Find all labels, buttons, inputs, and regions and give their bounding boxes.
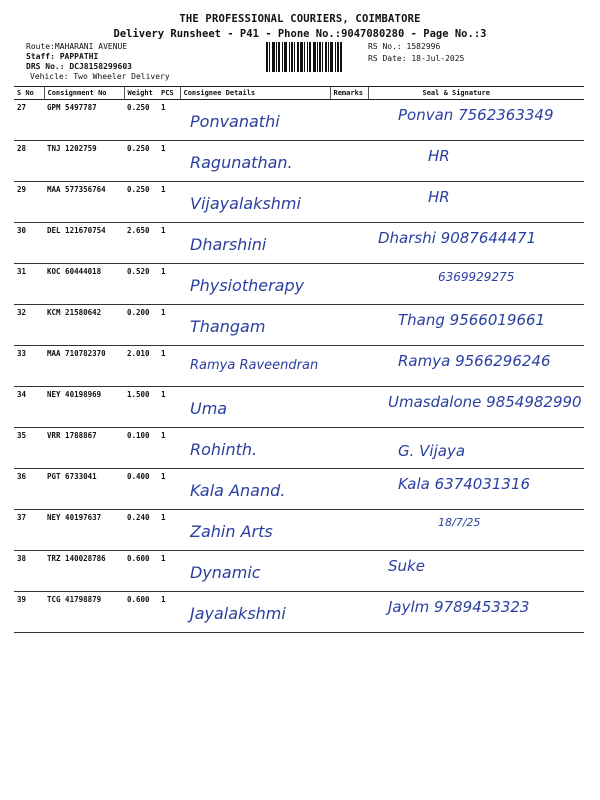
row-weight: 2.010 (124, 346, 158, 387)
row-consignment: MAA 710782370 (44, 346, 124, 387)
row-consignee: Ramya Raveendran (180, 346, 330, 387)
rs-date: RS Date: 18-Jul-2025 (368, 54, 465, 63)
col-pcs: PCS (158, 87, 180, 100)
row-remarks (330, 305, 368, 346)
row-signature: Ramya 9566296246 (368, 346, 584, 387)
col-consignee: Consignee Details (180, 87, 330, 100)
row-signature: Ponvan 7562363349 (368, 100, 584, 141)
col-remarks: Remarks (330, 87, 368, 100)
row-consignee: Uma (180, 387, 330, 428)
row-consignee: Ragunathan. (180, 141, 330, 182)
runsheet-table (14, 86, 584, 633)
row-pcs: 1 (158, 346, 180, 387)
row-weight: 0.400 (124, 469, 158, 510)
row-signature: 18/7/25 (368, 510, 584, 551)
row-weight: 0.250 (124, 182, 158, 223)
row-consignment: KCM 21580642 (44, 305, 124, 346)
barcode (266, 42, 362, 72)
row-pcs: 1 (158, 264, 180, 305)
table-row (14, 551, 584, 592)
row-weight: 0.520 (124, 264, 158, 305)
row-consignment: GPM 5497787 (44, 100, 124, 141)
row-weight: 0.200 (124, 305, 158, 346)
table-row (14, 428, 584, 469)
vehicle-line: Vehicle: Two Wheeler Delivery (30, 72, 170, 81)
row-remarks (330, 551, 368, 592)
row-weight: 1.500 (124, 387, 158, 428)
row-pcs: 1 (158, 305, 180, 346)
col-seal: Seal & Signature (368, 87, 584, 100)
table-row (14, 182, 584, 223)
row-signature: Suke (368, 551, 584, 592)
row-remarks (330, 387, 368, 428)
row-signature: 6369929275 (368, 264, 584, 305)
row-remarks (330, 428, 368, 469)
row-sno: 34 (14, 387, 44, 428)
row-sno: 27 (14, 100, 44, 141)
row-consignment: DEL 121670754 (44, 223, 124, 264)
row-consignment: TCG 41798879 (44, 592, 124, 633)
row-weight: 0.250 (124, 100, 158, 141)
row-sno: 28 (14, 141, 44, 182)
row-pcs: 1 (158, 141, 180, 182)
row-sno: 29 (14, 182, 44, 223)
row-sno: 39 (14, 592, 44, 633)
row-weight: 0.250 (124, 141, 158, 182)
table-row (14, 592, 584, 633)
row-pcs: 1 (158, 551, 180, 592)
drs-line: DRS No.: DCJ8158299603 (26, 62, 132, 71)
row-weight: 0.100 (124, 428, 158, 469)
row-pcs: 1 (158, 100, 180, 141)
col-sno: S No (14, 87, 44, 100)
row-signature: Jaylm 9789453323 (368, 592, 584, 633)
row-sno: 33 (14, 346, 44, 387)
table-row (14, 510, 584, 551)
row-signature: HR (368, 141, 584, 182)
row-weight: 0.600 (124, 551, 158, 592)
row-remarks (330, 346, 368, 387)
row-remarks (330, 592, 368, 633)
row-signature: Umasdalone 9854982990 (368, 387, 584, 428)
table-row (14, 223, 584, 264)
row-signature: Dharshi 9087644471 (368, 223, 584, 264)
row-pcs: 1 (158, 510, 180, 551)
row-pcs: 1 (158, 428, 180, 469)
row-sno: 37 (14, 510, 44, 551)
row-sno: 32 (14, 305, 44, 346)
row-remarks (330, 182, 368, 223)
row-consignee: Dynamic (180, 551, 330, 592)
row-pcs: 1 (158, 592, 180, 633)
row-remarks (330, 223, 368, 264)
table-row (14, 469, 584, 510)
row-signature: G. Vijaya (368, 428, 584, 469)
row-sno: 35 (14, 428, 44, 469)
row-consignment: NEY 40198969 (44, 387, 124, 428)
row-weight: 0.600 (124, 592, 158, 633)
table-row (14, 264, 584, 305)
route-line: Route:MAHARANI AVENUE (26, 42, 128, 51)
row-remarks (330, 264, 368, 305)
row-sno: 36 (14, 469, 44, 510)
row-consignment: NEY 40197637 (44, 510, 124, 551)
table-row (14, 100, 584, 141)
row-consignee: Zahin Arts (180, 510, 330, 551)
table-row (14, 387, 584, 428)
runsheet-title: Delivery Runsheet - P41 - Phone No.:9047080280 - Page No.:3 (113, 28, 487, 40)
row-pcs: 1 (158, 182, 180, 223)
rs-number: RS No.: 1582996 (368, 42, 441, 51)
row-sno: 38 (14, 551, 44, 592)
row-remarks (330, 141, 368, 182)
row-consignment: PGT 6733041 (44, 469, 124, 510)
row-consignee: Rohinth. (180, 428, 330, 469)
row-remarks (330, 469, 368, 510)
row-consignment: TRZ 140028786 (44, 551, 124, 592)
table-row (14, 305, 584, 346)
row-pcs: 1 (158, 469, 180, 510)
row-consignee: Thangam (180, 305, 330, 346)
row-consignment: VRR 1788867 (44, 428, 124, 469)
col-weight: Weight (124, 87, 158, 100)
row-consignee: Jayalakshmi (180, 592, 330, 633)
row-signature: HR (368, 182, 584, 223)
table-row (14, 141, 584, 182)
row-consignee: Kala Anand. (180, 469, 330, 510)
row-sno: 31 (14, 264, 44, 305)
row-remarks (330, 510, 368, 551)
row-sno: 30 (14, 223, 44, 264)
staff-line: Staff: PAPPATHI (26, 52, 99, 61)
company-title: THE PROFESSIONAL COURIERS, COIMBATORE (179, 13, 421, 25)
row-remarks (330, 100, 368, 141)
row-consignment: TNJ 1202759 (44, 141, 124, 182)
col-consignment: Consignment No (44, 87, 124, 100)
row-weight: 0.240 (124, 510, 158, 551)
row-pcs: 1 (158, 387, 180, 428)
row-consignee: Physiotherapy (180, 264, 330, 305)
row-consignment: MAA 577356764 (44, 182, 124, 223)
table-row (14, 346, 584, 387)
row-consignee: Ponvanathi (180, 100, 330, 141)
row-weight: 2.650 (124, 223, 158, 264)
row-pcs: 1 (158, 223, 180, 264)
row-consignee: Dharshini (180, 223, 330, 264)
row-consignment: KOC 60444018 (44, 264, 124, 305)
row-signature: Thang 9566019661 (368, 305, 584, 346)
row-consignee: Vijayalakshmi (180, 182, 330, 223)
table-header (14, 87, 584, 100)
row-signature: Kala 6374031316 (368, 469, 584, 510)
